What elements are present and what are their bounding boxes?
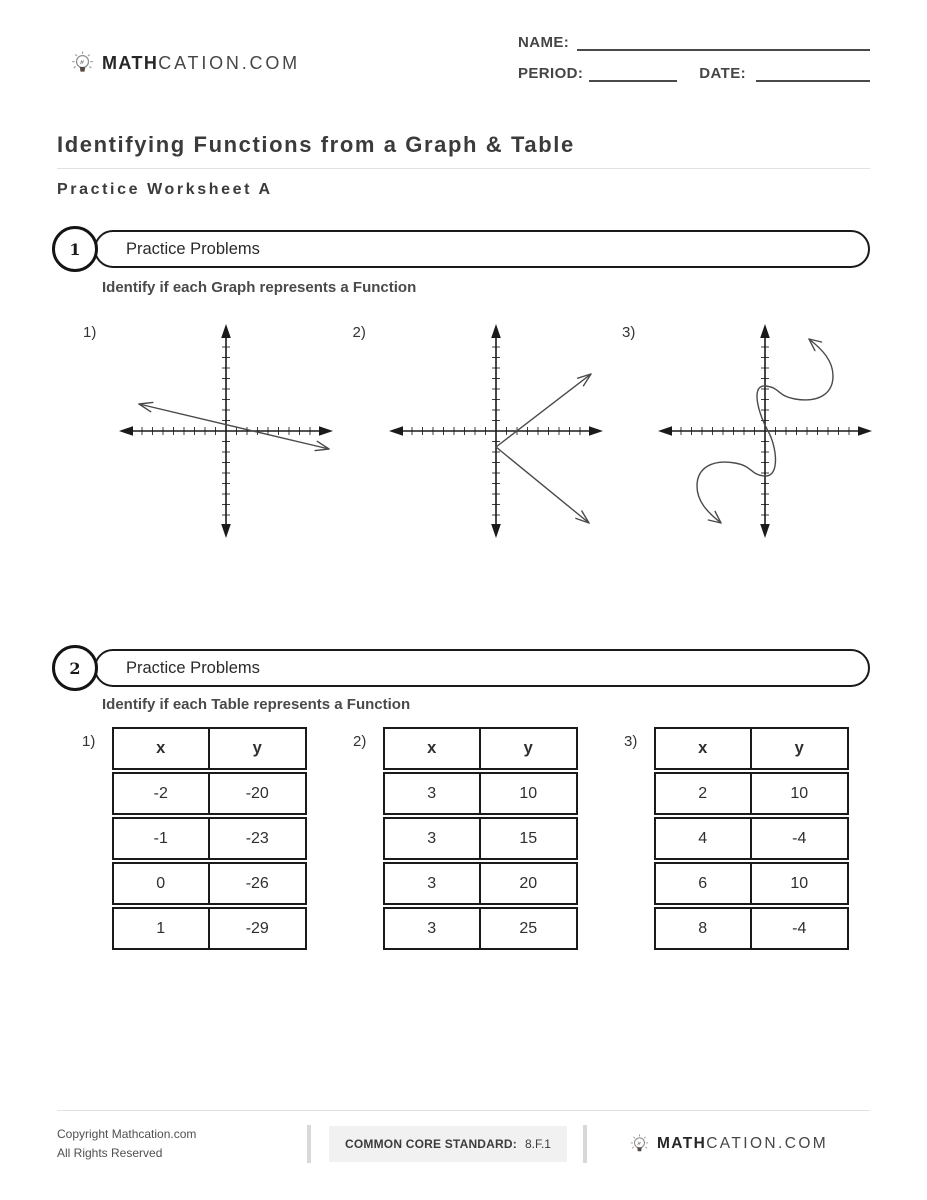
vertical-divider bbox=[307, 1125, 311, 1163]
table-problems-row bbox=[82, 727, 927, 950]
table-row bbox=[654, 862, 849, 905]
section-2-number: 2 bbox=[69, 658, 81, 678]
student-fields bbox=[518, 30, 870, 96]
brand-bold: MATH bbox=[657, 1135, 707, 1152]
section-2-pill bbox=[94, 649, 870, 687]
problem-label: 2) bbox=[352, 324, 366, 341]
standard-value: 8.F.1 bbox=[524, 1137, 551, 1151]
table-row bbox=[654, 817, 849, 860]
graph-problem-2 bbox=[353, 316, 611, 546]
vertical-divider bbox=[583, 1125, 587, 1163]
table-cell: 10 bbox=[519, 784, 538, 802]
table-cell: 3 bbox=[385, 864, 481, 903]
period-label: PERIOD: bbox=[518, 65, 584, 82]
table-cell: -20 bbox=[245, 784, 269, 802]
table-cell: -26 bbox=[245, 874, 269, 892]
section-1-header bbox=[52, 225, 870, 273]
section-1-number-badge bbox=[52, 226, 98, 272]
table-cell: 0 bbox=[114, 864, 210, 903]
name-field-row bbox=[518, 34, 870, 51]
table-problem-3 bbox=[624, 727, 849, 950]
table-cell: 20 bbox=[519, 874, 538, 892]
table-row bbox=[112, 817, 307, 860]
title-divider bbox=[57, 168, 870, 169]
table-row bbox=[112, 772, 307, 815]
table-problem-2 bbox=[353, 727, 578, 950]
date-label: DATE: bbox=[699, 65, 747, 82]
table-cell: 3 bbox=[385, 819, 481, 858]
mathcation-logo bbox=[70, 30, 300, 96]
table-cell: -4 bbox=[792, 829, 807, 847]
table-header-cell: x bbox=[114, 729, 210, 768]
xy-table bbox=[112, 727, 307, 950]
table-problem-1 bbox=[82, 727, 307, 950]
page-title: Identifying Functions from a Graph & Table bbox=[57, 132, 575, 157]
problem-label: 3) bbox=[624, 733, 638, 750]
section-1-title: Practice Problems bbox=[126, 239, 260, 258]
problem-label: 1) bbox=[83, 324, 97, 341]
common-core-standard-box bbox=[329, 1126, 567, 1162]
brand-light: CATION.COM bbox=[158, 52, 300, 73]
section-1-pill bbox=[94, 230, 870, 268]
table-cell: 6 bbox=[656, 864, 752, 903]
name-label: NAME: bbox=[518, 34, 570, 51]
table-header-row bbox=[654, 727, 849, 770]
table-row bbox=[654, 907, 849, 950]
coordinate-plane-line-graph bbox=[111, 316, 341, 546]
footer-mathcation-logo bbox=[629, 1133, 828, 1156]
table-cell: 3 bbox=[385, 774, 481, 813]
table-header-cell: y bbox=[252, 739, 262, 757]
table-header-cell: x bbox=[385, 729, 481, 768]
table-cell: -2 bbox=[114, 774, 210, 813]
table-cell: 1 bbox=[114, 909, 210, 948]
table-header-row bbox=[383, 727, 578, 770]
copyright-text bbox=[57, 1125, 307, 1162]
page-header bbox=[0, 0, 927, 96]
section-2-title: Practice Problems bbox=[126, 658, 260, 677]
table-cell: 3 bbox=[385, 909, 481, 948]
date-blank-line bbox=[756, 65, 870, 82]
table-row bbox=[112, 907, 307, 950]
graph-problem-3 bbox=[622, 316, 880, 546]
table-row bbox=[383, 817, 578, 860]
copyright-line-2: All Rights Reserved bbox=[57, 1146, 163, 1160]
table-header-cell: y bbox=[794, 739, 804, 757]
coordinate-plane-snake-curve-graph bbox=[650, 316, 880, 546]
table-header-row bbox=[112, 727, 307, 770]
brand-light: CATION.COM bbox=[706, 1135, 829, 1152]
table-cell: -23 bbox=[245, 829, 269, 847]
table-cell: -1 bbox=[114, 819, 210, 858]
table-header-cell: x bbox=[656, 729, 752, 768]
lightbulb-icon bbox=[629, 1133, 650, 1156]
name-blank-line bbox=[577, 34, 870, 51]
table-cell: -29 bbox=[245, 919, 269, 937]
table-cell: 4 bbox=[656, 819, 752, 858]
table-cell: 25 bbox=[519, 919, 538, 937]
xy-table bbox=[654, 727, 849, 950]
copyright-line-1: Copyright Mathcation.com bbox=[57, 1127, 197, 1142]
table-cell: 10 bbox=[790, 874, 809, 892]
table-cell: 10 bbox=[790, 784, 809, 802]
section-2-number-badge bbox=[52, 645, 98, 691]
graph-problems-row bbox=[83, 316, 880, 546]
footer-row bbox=[57, 1125, 870, 1163]
worksheet-subtitle: Practice Worksheet A bbox=[57, 181, 273, 198]
table-cell: 2 bbox=[656, 774, 752, 813]
table-cell: 15 bbox=[519, 829, 538, 847]
coordinate-plane-sideways-v-graph bbox=[381, 316, 611, 546]
table-row bbox=[383, 862, 578, 905]
brand-bold: MATH bbox=[102, 52, 159, 73]
table-row bbox=[654, 772, 849, 815]
section-2-instruction: Identify if each Table represents a Function bbox=[102, 696, 411, 713]
table-cell: 8 bbox=[656, 909, 752, 948]
period-date-row bbox=[518, 65, 870, 82]
graph-problem-1 bbox=[83, 316, 341, 546]
table-header-cell: y bbox=[523, 739, 533, 757]
table-row bbox=[383, 772, 578, 815]
standard-label: COMMON CORE STANDARD: bbox=[345, 1137, 517, 1151]
page-footer bbox=[0, 1110, 927, 1200]
lightbulb-icon bbox=[70, 50, 95, 77]
xy-table bbox=[383, 727, 578, 950]
section-1-instruction: Identify if each Graph represents a Function bbox=[102, 279, 417, 296]
problem-label: 3) bbox=[622, 324, 636, 341]
problem-label: 1) bbox=[82, 733, 96, 750]
table-row bbox=[112, 862, 307, 905]
section-1-number: 1 bbox=[69, 239, 81, 259]
footer-divider bbox=[57, 1110, 870, 1111]
period-blank-line bbox=[589, 65, 677, 82]
section-2-header bbox=[52, 644, 870, 692]
table-cell: -4 bbox=[792, 919, 807, 937]
table-row bbox=[383, 907, 578, 950]
problem-label: 2) bbox=[353, 733, 367, 750]
